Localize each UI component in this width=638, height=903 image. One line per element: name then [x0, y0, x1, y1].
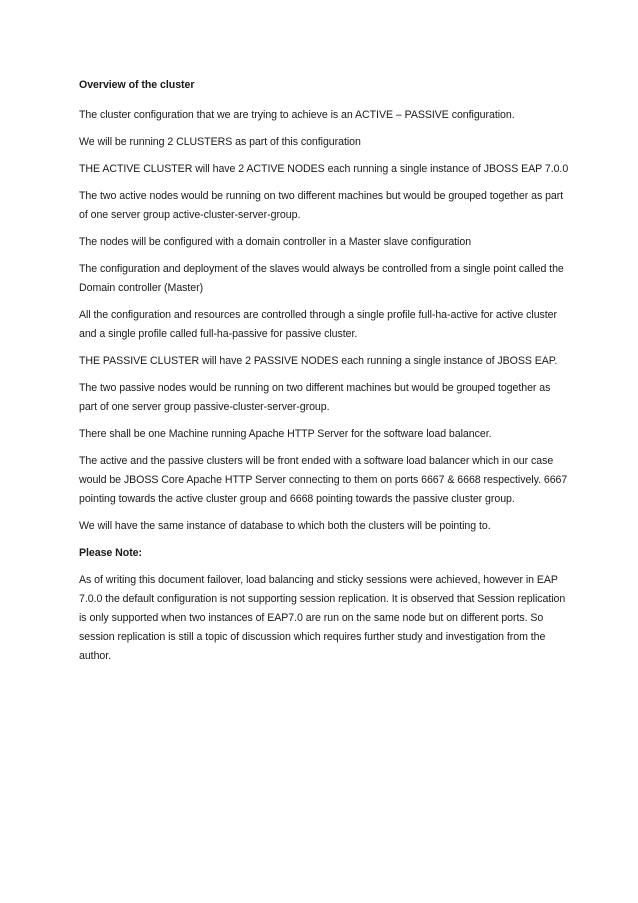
- paragraph-configuration-type: The cluster configuration that we are trying to achieve is an ACTIVE – PASSIVE configuration.: [79, 109, 515, 121]
- paragraph-database: We will have the same instance of database to which both the clusters will be pointing to.: [79, 520, 491, 532]
- note-text: As of writing this document failover, load balancing and sticky sessions were achieved, however in EAP 7.0.0 the default configuration is not supporting session replication. It is observed that Session replication is only supported when two instances of EAP7.0 are run on the same node but on different ports. So session replication is still a topic of discussion which requires further study and investigation from the author.: [79, 574, 566, 662]
- paragraph-apache-server: There shall be one Machine running Apache HTTP Server for the software load balancer.: [79, 428, 492, 440]
- note-heading: Please Note:: [79, 547, 142, 559]
- paragraph-domain-controller: The nodes will be configured with a domain controller in a Master slave configuration: [79, 236, 472, 248]
- paragraph-cluster-count: We will be running 2 CLUSTERS as part of this configuration: [79, 136, 361, 148]
- paragraph-passive-nodes: The two passive nodes would be running on two different machines but would be grouped together as part of one server group passive-cluster-server-group.: [79, 382, 551, 413]
- section-heading: Overview of the cluster: [79, 79, 195, 91]
- paragraph-profiles: All the configuration and resources are controlled through a single profile full-ha-active for active cluster and a single profile called full-ha-passive for passive cluster.: [79, 309, 557, 340]
- paragraph-active-cluster: THE ACTIVE CLUSTER will have 2 ACTIVE NODES each running a single instance of JBOSS EAP 7.0.0: [79, 163, 569, 175]
- paragraph-load-balancer: The active and the passive clusters will be front ended with a software load balancer which in our case would be JBOSS Core Apache HTTP Server connecting to them on ports 6667 & 6668 respectively. 6667 pointing towards the active cluster group and 6668 pointing towards the passive cluster group.: [79, 455, 568, 505]
- paragraph-slave-control: The configuration and deployment of the slaves would always be controlled from a single point called the Domain controller (Master): [79, 263, 564, 294]
- paragraph-passive-cluster: THE PASSIVE CLUSTER will have 2 PASSIVE NODES each running a single instance of JBOSS EAP.: [79, 355, 558, 367]
- document-page: [79, 76, 569, 674]
- paragraph-active-nodes: The two active nodes would be running on two different machines but would be grouped together as part of one server group active-cluster-server-group.: [79, 190, 564, 221]
